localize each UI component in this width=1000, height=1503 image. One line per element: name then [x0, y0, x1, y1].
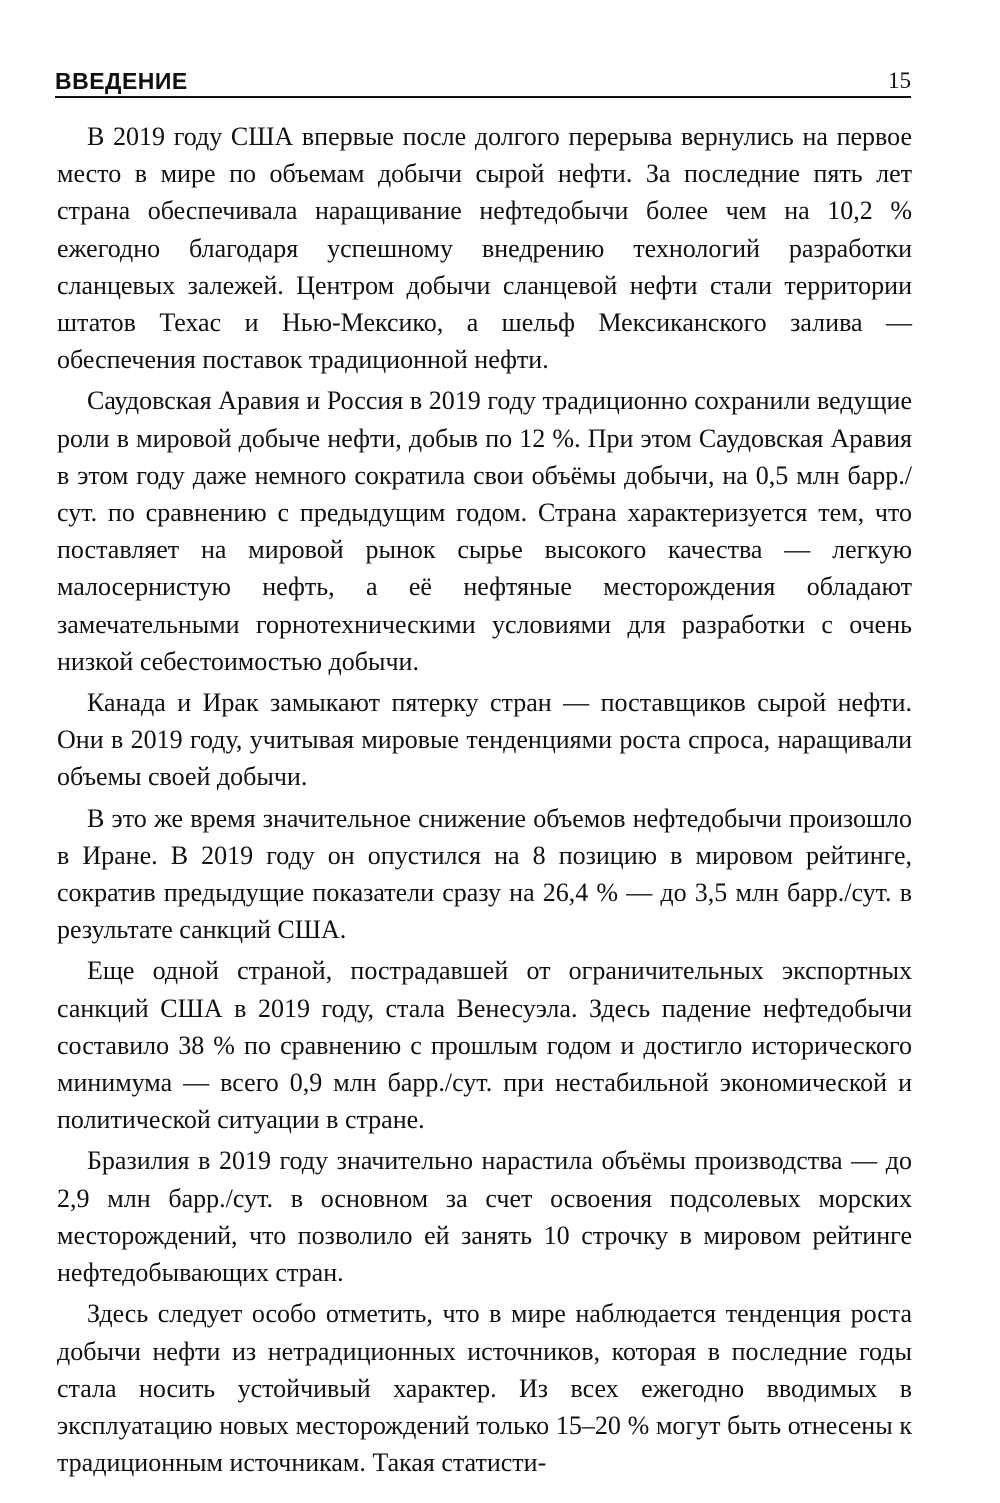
paragraph-venezuela: Еще одной страной, пострадавшей от ограничительных экспортных санкций США в 2019 году, стала Венесуэла. Здесь падение нефтедобычи составило 38 % по сравнению с прошлым годом и достигло исторического минимума — всего 0,9 млн барр./сут. при нестабильной экономической и политической ситуации в стране. [57, 956, 912, 1135]
running-header [55, 66, 911, 98]
paragraph-canada-iraq: Канада и Ирак замыкают пятерку стран — поставщиков сырой нефти. Они в 2019 году, учитывая мировые тенденциями роста спроса, наращивали объемы своей добычи. [57, 688, 912, 792]
page-number: 15 [888, 68, 911, 93]
paragraph-brazil: Бразилия в 2019 году значительно нарастила объёмы производства — до 2,9 млн барр./сут. в основном за счет освоения подсолевых морских месторождений, что позволило ей занять 10 строчку в мировом рейтинге нефтедобывающих стран. [57, 1146, 912, 1288]
paragraph-saudi-russia: Саудовская Аравия и Россия в 2019 году традиционно сохранили ведущие роли в мировой добыче нефти, добыв по 12 %. При этом Саудовская Аравия в этом году даже немного сократила свои объёмы добычи, на 0,5 млн барр./сут. по сравнению с предыдущим годом. Страна характеризуется тем, что поставляет на мировой рынок сырье высокого качества — легкую малосернистую нефть, а её нефтяные месторождения обладают замечательными горнотехническими условиями для разработки с очень низкой себестоимостью добычи. [57, 386, 912, 676]
chapter-title: ВВЕДЕНИЕ [55, 68, 188, 94]
paragraph-us-oil: В 2019 году США впервые после долгого перерыва вернулись на первое место в мире по объемам добычи сырой нефти. За последние пять лет страна обеспечивала наращивание нефтедобычи более чем на 10,2 % ежегодно благодаря успешному внедрению технологий разработки сланцевых залежей. Центром добычи сланцевой нефти стали территории штатов Техас и Нью-Мексико, а шельф Мексиканского залива — обеспечения поставок традиционной нефти. [57, 122, 912, 375]
paragraph-iran: В это же время значительное снижение объемов нефтедобычи произошло в Иране. В 2019 году он опустился на 8 позицию в мировом рейтинге, сократив предыдущие показатели сразу на 26,4 % — до 3,5 млн барр./сут. в результате санкций США. [57, 803, 912, 945]
paragraph-unconventional-sources: Здесь следует особо отметить, что в мире наблюдается тенденция роста добычи нефти из нетрадиционных источников, которая в последние годы стала носить устойчивый характер. Из всех ежегодно вводимых в эксплуатацию новых месторождений только 15–20 % могут быть отнесены к традиционным источникам. Такая статисти- [57, 1299, 912, 1478]
body-text [57, 118, 912, 1485]
